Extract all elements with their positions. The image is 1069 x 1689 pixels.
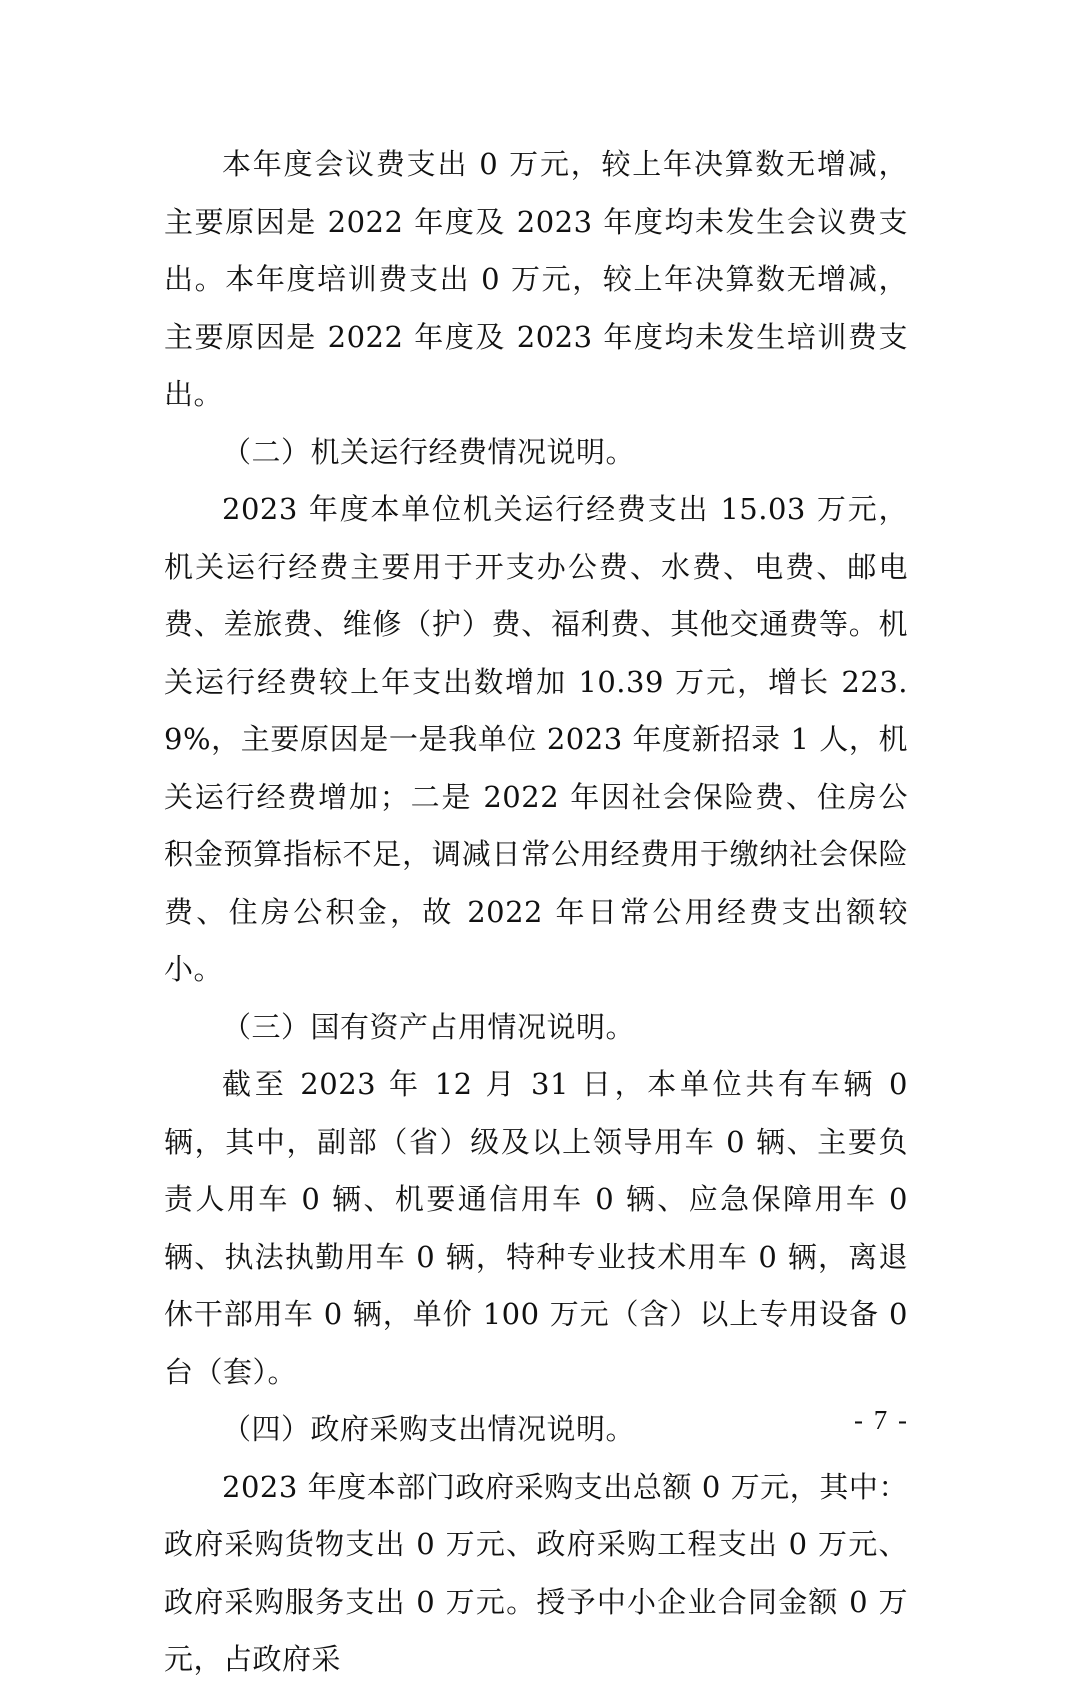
section-heading-procurement: （四）政府采购支出情况说明。 bbox=[222, 1412, 636, 1446]
paragraph-procurement: 2023 年度本部门政府采购支出总额 0 万元，其中：政府采购货物支出 0 万元、政府采购工程支出 0 万元、政府采购服务支出 0 万元。授予中小企业合同金额 0 万元，占政府采 bbox=[164, 1469, 908, 1676]
paragraph-meeting-training-fees: 本年度会议费支出 0 万元，较上年决算数无增减，主要原因是 2022 年度及 2023 年度均未发生会议费支出。本年度培训费支出 0 万元，较上年决算数无增减，主要原因是 2022 年度及 2023 年度均未发生培训费支出。 bbox=[164, 147, 908, 411]
paragraph-state-assets: 截至 2023 年 12 月 31 日，本单位共有车辆 0 辆，其中，副部（省）级及以上领导用车 0 辆、主要负责人用车 0 辆、机要通信用车 0 辆、应急保障用车 0 辆、执法执勤用车 0 辆，特种专业技术用车 0 辆，离退休干部用车 0 辆，单价 100 万元（含）以上专用设备 0 台（套）。 bbox=[164, 1067, 908, 1389]
document-body bbox=[164, 136, 908, 1689]
section-heading-operating-expenses: （二）机关运行经费情况说明。 bbox=[222, 434, 636, 469]
section-heading-state-assets: （三）国有资产占用情况说明。 bbox=[222, 1009, 636, 1044]
page-number: - 7 - bbox=[854, 1405, 909, 1435]
paragraph-operating-expenses: 2023 年度本单位机关运行经费支出 15.03 万元，机关运行经费主要用于开支办公费、水费、电费、邮电费、差旅费、维修（护）费、福利费、其他交通费等。机关运行经费较上年支出数增加 10.39 万元，增长 223.9%，主要原因是一是我单位 2023 年度新招录 1 人，机关运行经费增加；二是 2022 年因社会保险费、住房公积金预算指标不足，调减日常公用经费用于缴纳社会保险费、住房公积金，故 2022 年日常公用经费支出额较小。 bbox=[164, 492, 908, 986]
